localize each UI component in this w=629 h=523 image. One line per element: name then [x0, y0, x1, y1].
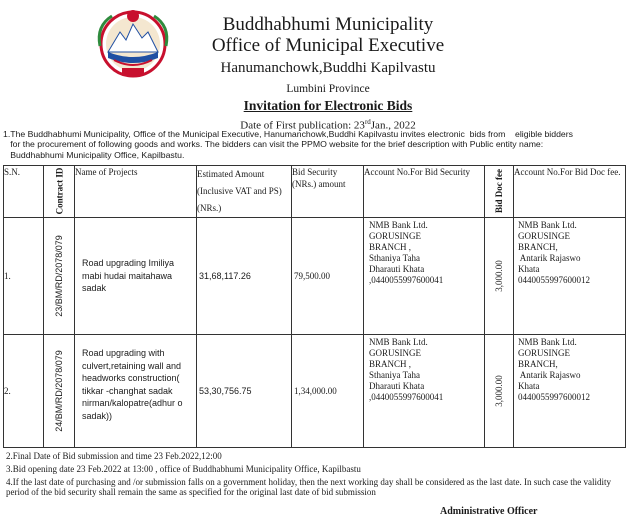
col-header-doc-account: Account No.For Bid Doc fee. [514, 166, 626, 218]
table-row [4, 218, 626, 335]
intro-paragraph [3, 129, 623, 160]
row-contract-id: 24/BM/RD/2078/079 [44, 335, 75, 448]
row-amount: 31,68,117.26 [197, 218, 292, 335]
row-security: 1,34,000.00 [292, 335, 364, 448]
notes [6, 451, 622, 500]
col-header-project: Name of Projects [75, 166, 197, 218]
org-name: Buddhabhumi Municipality [222, 14, 434, 35]
row-doc-fee: 3,000.00 [485, 218, 514, 335]
municipality-emblem-icon [92, 6, 174, 78]
note-item: 3.Bid opening date 23 Feb.2022 at 13:00 , office of Buddhabhumi Municipality Office, Kapilbastu [6, 464, 361, 474]
col-header-contract-id: Contract ID [44, 166, 75, 218]
row-sn: 1. [4, 218, 44, 335]
row-doc-fee: 3,000.00 [485, 335, 514, 448]
row-account: NMB Bank Ltd. GORUSINGE BRANCH , Sthaniya Taha Dharauti Khata ,0440055997600041 [364, 335, 485, 448]
note-item: 4.If the last date of purchasing and /or submission falls on a government holiday, then the next working day shall be considered as the last date. In such case the validity period of the bid security shall remain the same as specified for the original last date of bid submission [6, 477, 612, 497]
row-project: Road upgrading with culvert,retaining wall and headworks construction( tikkar -changhat sadak nirman/kalopatre(adhur o sadak)) [75, 335, 197, 448]
office-name: Office of Municipal Executive [211, 35, 445, 56]
office-address: Hanumanchowk,Buddhi Kapilvastu [220, 60, 436, 76]
table-row [4, 335, 626, 448]
publication-date: Date of First publication: 23rdJan., 2022 [240, 118, 416, 132]
notice-title: Invitation for Electronic Bids [243, 98, 413, 113]
row-sn: 2. [4, 335, 44, 448]
province: Lumbini Province [286, 83, 370, 95]
signature-title: Administrative Officer [440, 506, 538, 517]
row-doc-account: NMB Bank Ltd. GORUSINGE BRANCH, Antarik Rajaswo Khata 0440055997600012 [514, 218, 626, 335]
intro-line: 1.The Buddhabhumi Municipality, Office of the Municipal Executive, Hanumanchowk,Buddhi Kapilvastu invites electronic bids from eligible bidders [3, 129, 573, 139]
note-item: 2.Final Date of Bid submission and time 23 Feb.2022,12:00 [6, 451, 222, 461]
table-header-row [4, 166, 626, 218]
bids-table [3, 165, 626, 448]
intro-line: for the procurement of following goods and works. The bidders can visit the PPMO website for the brief description with Public entity name: [3, 139, 544, 150]
col-header-amount: Estimated Amount (Inclusive VAT and PS)(NRs.) [197, 166, 292, 218]
col-header-security: Bid Security (NRs.) amount [292, 166, 364, 218]
intro-line: Buddhabhumi Municipality Office, Kapilbastu. [3, 149, 185, 160]
row-account: NMB Bank Ltd. GORUSINGE BRANCH , Sthaniya Taha Dharauti Khata ,0440055997600041 [364, 218, 485, 335]
row-security: 79,500.00 [292, 218, 364, 335]
col-header-doc-fee: Bid Doc fee [485, 166, 514, 218]
row-project: Road upgrading Imiliya mabi hudai maitahawa sadak [75, 218, 197, 335]
row-doc-account: NMB Bank Ltd. GORUSINGE BRANCH, Antarik Rajaswo Khata 0440055997600012 [514, 335, 626, 448]
row-amount: 53,30,756.75 [197, 335, 292, 448]
col-header-account: Account No.For Bid Security [364, 166, 485, 218]
col-header-sn: S.N. [4, 166, 44, 218]
row-contract-id: 23/BM/RD/2078/079 [44, 218, 75, 335]
